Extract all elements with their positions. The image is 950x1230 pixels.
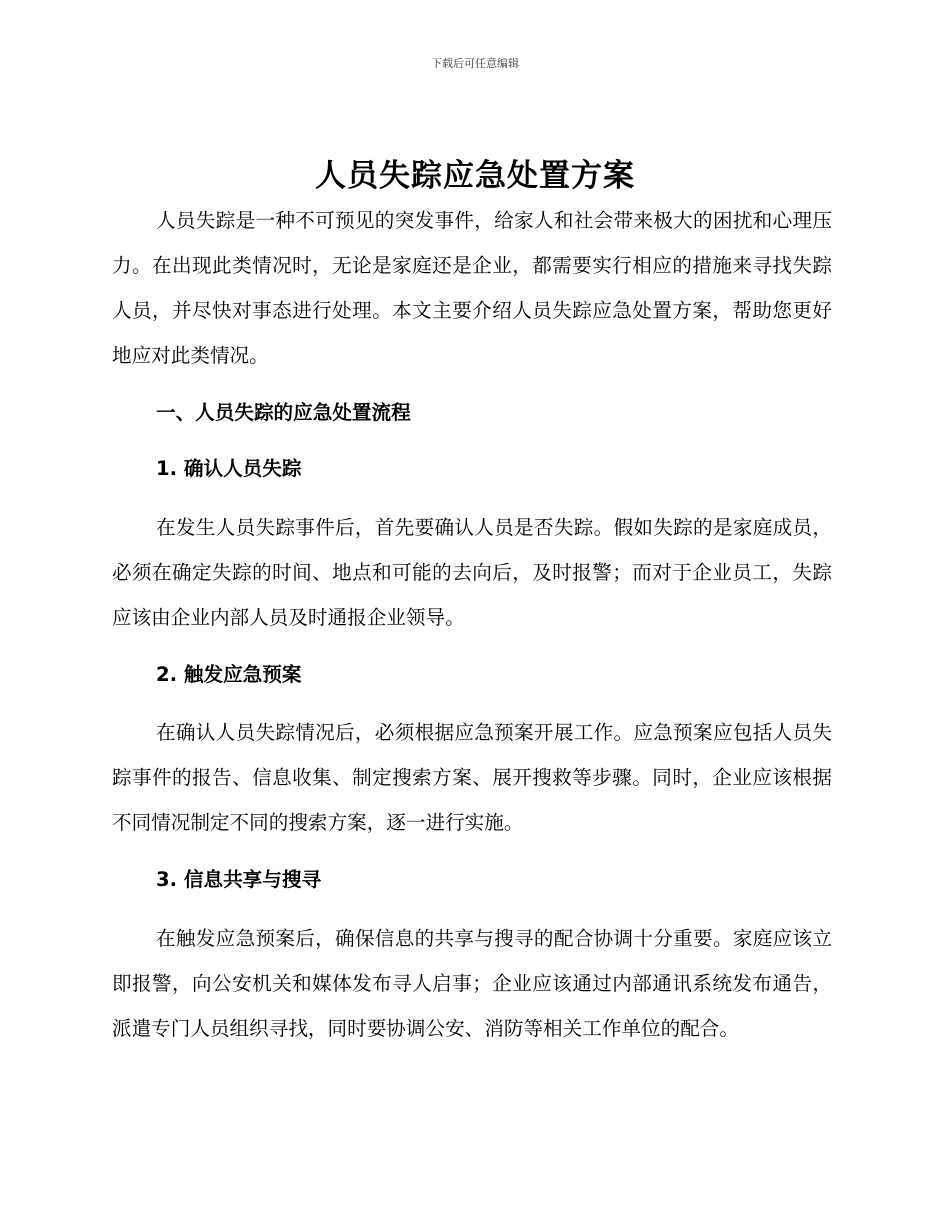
subsection-heading-2: 2. 触发应急预案 (156, 663, 302, 686)
subsection-paragraph-3: 在触发应急预案后，确保信息的共享与搜寻的配合协调十分重要。家庭应该立即报警，向公安机关和媒体发布寻人启事；企业应该通过内部通讯系统发布通告，派遣专门人员组织寻找，同时要协调公安、消防等相关工作单位的配合。 (112, 927, 832, 1040)
subsection-heading-1: 1. 确认人员失踪 (156, 457, 302, 480)
subsection-heading-3: 3. 信息共享与搜寻 (156, 868, 322, 891)
document-title: 人员失踪应急处置方案 (315, 158, 635, 194)
subsection-paragraph-1: 在发生人员失踪事件后，首先要确认人员是否失踪。假如失踪的是家庭成员，必须在确定失踪的时间、地点和可能的去向后，及时报警；而对于企业员工，失踪应该由企业内部人员及时通报企业领导。 (112, 516, 832, 629)
section-heading: 一、人员失踪的应急处置流程 (156, 401, 411, 424)
intro-paragraph: 人员失踪是一种不可预见的突发事件，给家人和社会带来极大的困扰和心理压力。在出现此类情况时，无论是家庭还是企业，都需要实行相应的措施来寻找失踪人员，并尽快对事态进行处理。本文主要介绍人员失踪应急处置方案，帮助您更好地应对此类情况。 (112, 209, 832, 367)
header-note: 下载后可任意编辑 (431, 57, 519, 70)
subsection-paragraph-2: 在确认人员失踪情况后，必须根据应急预案开展工作。应急预案应包括人员失踪事件的报告、信息收集、制定搜索方案、展开搜救等步骤。同时，企业应该根据不同情况制定不同的搜索方案，逐一进行实施。 (112, 721, 832, 834)
